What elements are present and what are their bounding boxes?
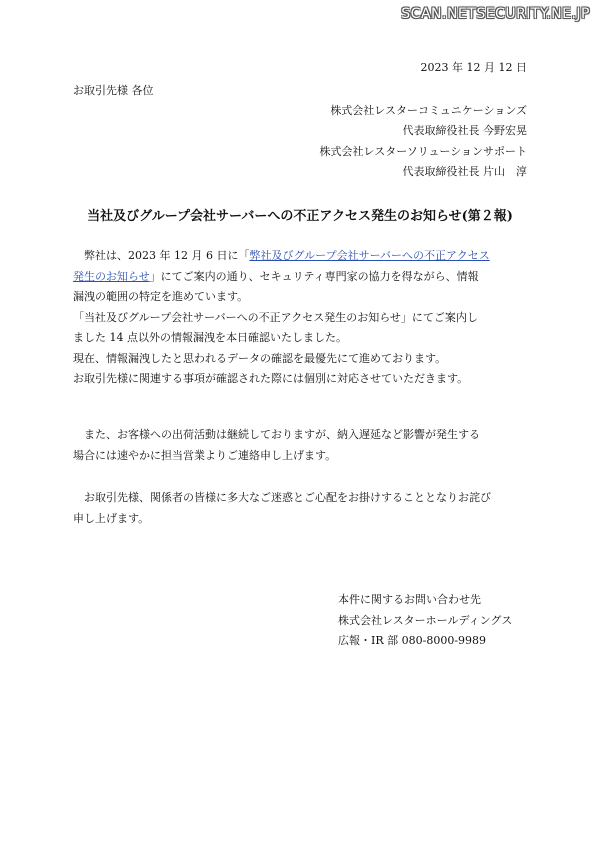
paragraph-line: お取引先様に関連する事項が確認された際には個別に対応させていただきます。 [73, 372, 469, 385]
paragraph-line: 現在、情報漏洩したと思われるデータの確認を最優先にて進めております。 [73, 351, 447, 365]
paragraph-line: 「当社及びグループ会社サーバーへの不正アクセス発生のお知らせ」にてご案内し [73, 310, 478, 324]
text-fragment: 弊社は、2023 年 12 月 6 日に「 [84, 249, 250, 262]
sender-company-1: 株式会社レスターコミュニケーションズ [330, 104, 527, 117]
sender-ceo-2: 代表取締役社長 片山 淳 [402, 165, 527, 178]
paragraph-line: お取引先様、関係者の皆様に多大なご迷惑とご心配をお掛けすることとなりお詫び [84, 491, 491, 504]
document-date: 2023 年 12 月 12 日 [420, 61, 527, 74]
document-title: 当社及びグループ会社サーバーへの不正アクセス発生のお知らせ(第２報) [87, 209, 513, 224]
paragraph-line: また、お客様への出荷活動は継続しておりますが、納入遅延など影響が発生する [84, 428, 480, 441]
contact-phone: 広報・IR 部 080-8000-9989 [338, 634, 487, 647]
paragraph-line [73, 246, 528, 267]
paragraph-line: 漏洩の範囲の特定を進めています。 [73, 290, 249, 303]
paragraph-line: ました 14 点以外の情報漏洩を本日確認いたしました。 [73, 331, 347, 344]
sender-company-2: 株式会社レスターソリューションサポート [319, 145, 527, 158]
contact-heading: 本件に関するお問い合わせ先 [338, 593, 481, 606]
paragraph-line: 申し上げます。 [73, 511, 150, 525]
paragraph-3 [73, 488, 528, 529]
previous-notice-link-cont[interactable]: 発生のお知らせ [73, 269, 150, 283]
text-fragment: 」にてご案内の通り、セキュリティ専門家の協力を得ながら、情報 [149, 269, 479, 283]
sender-ceo-1: 代表取締役社長 今野宏晃 [402, 124, 527, 137]
paragraph-line: 場合には速やかに担当営業よりご連絡申し上げます。 [73, 448, 337, 462]
paragraph-2 [73, 425, 528, 466]
contact-block [338, 590, 512, 652]
previous-notice-link[interactable]: 弊社及びグループ会社サーバーへの不正アクセス [249, 249, 490, 262]
contact-company: 株式会社レスターホールディングス [338, 613, 513, 627]
paragraph-line [73, 267, 528, 288]
paragraph-1 [73, 246, 528, 390]
recipient: お取引先様 各位 [73, 84, 154, 97]
watermark: SCAN.NETSECURITY.NE.JP [401, 6, 590, 22]
